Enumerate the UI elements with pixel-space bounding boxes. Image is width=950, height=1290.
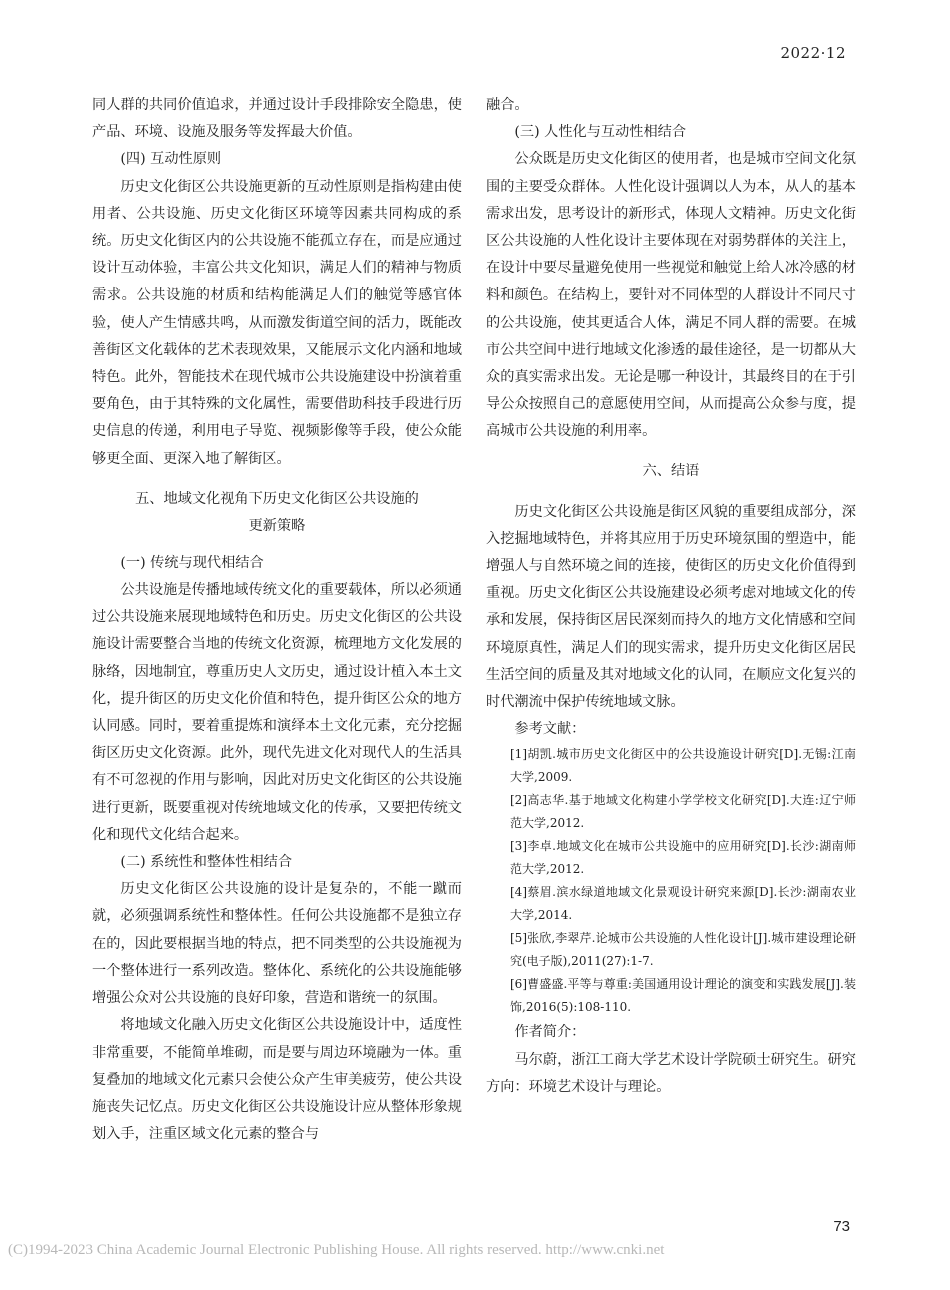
subheading-tradition-modern: (一) 传统与现代相结合: [120, 554, 264, 571]
author-heading: 作者简介：: [514, 1024, 586, 1041]
paragraph-continued: 融合。: [486, 97, 529, 113]
subheading-humanized: (三) 人性化与互动性相结合: [514, 124, 687, 141]
page-number: 73: [833, 1218, 850, 1235]
paragraph: 公众既是历史文化街区的使用者，也是城市空间文化氛围的主要受众群体。人性化设计强调以人为本，从人的基本需求出发，思考设计的新形式，体现人文精神。历史文化街区公共设施的人性化设计主要体现在对弱势群体的关注上，在设计中要尽量避免使用一些视觉和触觉上给人冰冷感的材料和颜色。在结构上，要针对不同体型的人群设计不同尺寸的公共设施，使其更适合人体，满足不同人群的需要。在城市公共空间中进行地域文化渗透的最佳途径，是一切都从大众的真实需求出发。无论是哪一种设计，其最终目的在于引导公众按照自己的意愿使用空间，从而提高公众参与度，提高城市公共设施的利用率。: [486, 151, 856, 440]
journal-issue: 2022·12: [780, 44, 846, 62]
reference-item: [3]李卓.地域文化在城市公共设施中的应用研究[D].长沙:湖南师范大学,2012.: [510, 839, 856, 877]
references-heading: 参考文献：: [514, 721, 586, 738]
left-column: [92, 92, 462, 1148]
reference-item: [5]张欣,李翠芹.论城市公共设施的人性化设计[J].城市建设理论研究(电子版),2011(27):1-7.: [510, 931, 856, 969]
paragraph: 将地域文化融入历史文化街区公共设施设计中，适度性非常重要，不能简单堆砌，而是要与周边环境融为一体。重复叠加的地域文化元素只会使公众产生审美疲劳，使公共设施丧失记忆点。历史文化街区公共设施设计应从整体形象规划入手，注重区域文化元素的整合与: [92, 1017, 462, 1143]
reference-item: [4]蔡眉.滨水绿道地域文化景观设计研究来源[D].长沙:湖南农业大学,2014.: [510, 885, 856, 923]
right-column: [486, 92, 856, 1101]
paragraph: 历史文化街区公共设施更新的互动性原则是指构建由使用者、公共设施、历史文化街区环境等因素共同构成的系统。历史文化街区内的公共设施不能孤立存在，而是应通过设计互动体验，丰富公共文化知识，满足人们的精神与物质需求。公共设施的材质和结构能满足人们的触觉等感官体验，使人产生情感共鸣，从而激发街道空间的活力，既能改善街区文化载体的艺术表现效果，又能展示文化内涵和地域特色。此外，智能技术在现代城市公共设施建设中扮演着重要角色，由于其特殊的文化属性，需要借助科技手段进行历史信息的传递，利用电子导览、视频影像等手段，使公众能够更全面、更深入地了解街区。: [92, 178, 462, 467]
section-title-5: [92, 486, 462, 540]
reference-item: [1]胡凯.城市历史文化街区中的公共设施设计研究[D].无锡:江南大学,2009.: [510, 747, 856, 785]
subheading-systematic: (二) 系统性和整体性相结合: [120, 854, 293, 871]
paragraph-continued: 同人群的共同价值追求，并通过设计手段排除安全隐患，使产品、环境、设施及服务等发挥最大价值。: [92, 97, 462, 141]
section-title-line: 六、结语: [642, 462, 700, 479]
reference-item: [2]高志华.基于地域文化构建小学学校文化研究[D].大连:辽宁师范大学,2012.: [510, 793, 856, 831]
paragraph: 历史文化街区公共设施的设计是复杂的，不能一蹴而就，必须强调系统性和整体性。任何公共设施都不是独立存在的，因此要根据当地的特点，把不同类型的公共设施视为一个整体进行一系列改造。整体化、系统化的公共设施能够增强公众对公共设施的良好印象，营造和谐统一的氛围。: [92, 881, 462, 1007]
section-title-line: 更新策略: [248, 517, 306, 534]
paragraph: 公共设施是传播地域传统文化的重要载体，所以必须通过公共设施来展现地域特色和历史。历史文化街区的公共设施设计需要整合当地的传统文化资源，梳理地方文化发展的脉络，因地制宜，尊重历史人文历史，通过设计植入本土文化，提升街区的历史文化价值和特色，提升街区公众的地方认同感。同时，要着重提炼和演绎本土文化元素，充分挖掘街区历史文化资源。此外，现代先进文化对现代人的生活具有不可忽视的作用与影响，因此对历史文化街区的公共设施进行更新，既要重视对传统地域文化的传承，又要把传统文化和现代文化结合起来。: [92, 582, 462, 843]
section-title-6: [486, 458, 856, 485]
section-title-line: 五、地域文化视角下历史文化街区公共设施的: [135, 490, 419, 507]
author-bio: 马尔蔚，浙江工商大学艺术设计学院硕士研究生。研究方向：环境艺术设计与理论。: [486, 1051, 856, 1095]
paragraph-conclusion: 历史文化街区公共设施是街区风貌的重要组成部分，深入挖掘地域特色，并将其应用于历史环境氛围的塑造中，能增强人与自然环境之间的连接，使街区的历史文化价值得到重视。历史文化街区公共设施建设必须考虑对地域文化的传承和发展，保持街区居民深刻而持久的地方文化情感和空间环境原真性，满足人们的现实需求，提升历史文化街区居民生活空间的质量及其对地域文化的认同，在顺应文化复兴的时代潮流中保护传统地域文脉。: [486, 503, 856, 711]
copyright-footer: (C)1994-2023 China Academic Journal Electronic Publishing House. All rights reserved. http://www.cnki.net: [8, 1242, 665, 1258]
subheading-interactivity: (四) 互动性原则: [120, 151, 222, 168]
reference-item: [6]曹盛盛.平等与尊重:美国通用设计理论的演变和实践发展[J].装饰,2016(5):108-110.: [510, 977, 856, 1015]
